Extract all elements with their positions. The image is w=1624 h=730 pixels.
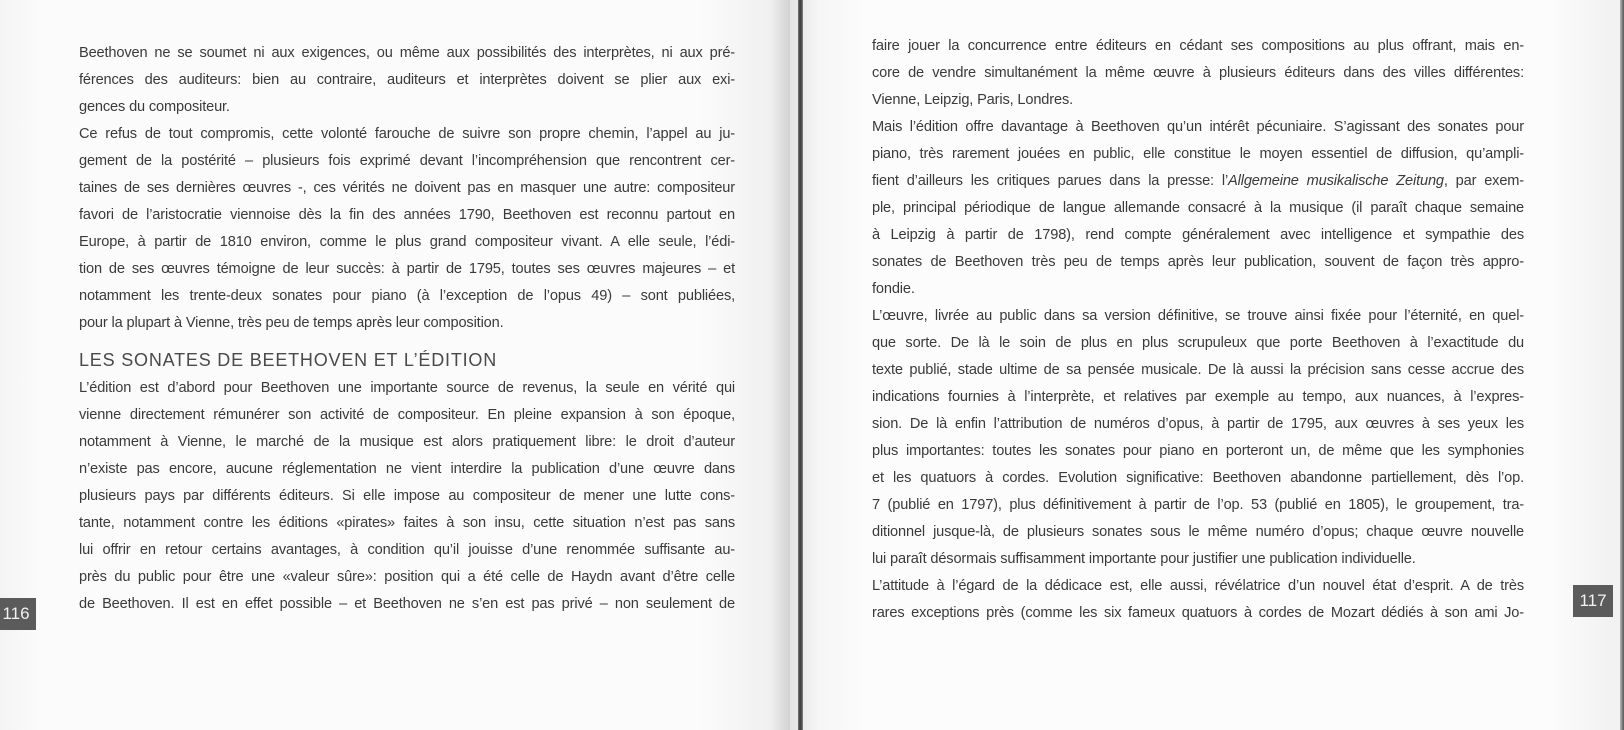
text-line: Beethoven ne se soumet ni aux exigences, ou même aux possibilités des interprètes, ni aux pré- — [79, 45, 735, 61]
text-line: L’attitude à l’égard de la dédicace est, elle aussi, révélatrice d’un nouvel état d’esprit. A de très — [872, 578, 1524, 594]
text-line: n’existe pas encore, aucune réglementation ne vient interdire la publication d’une œuvre dans — [79, 461, 735, 477]
text-line: L’œuvre, livrée au public dans sa version définitive, se trouve ainsi fixée pour l’éternité, en quel- — [872, 308, 1524, 324]
section-heading: LES SONATES DE BEETHOVEN ET L’ÉDITION — [79, 350, 498, 370]
text-line: pour la plupart à Vienne, très peu de temps après leur composition. — [79, 315, 504, 331]
text-line: gences du compositeur. — [79, 99, 230, 115]
page-number-left: 116 — [0, 598, 36, 630]
left-page-body — [79, 40, 735, 618]
right-page-body — [872, 33, 1524, 627]
text-line: fondie. — [872, 281, 915, 297]
page-number-right: 117 — [1573, 585, 1613, 617]
text-line: sion. De là enfin l’attribution de numéros d’opus, à partir de 1795, aux œuvres à ses yeux les — [872, 416, 1524, 432]
text-line: ditionnel jusque-là, de plusieurs sonates sous le même numéro d’opus; chaque œuvre nouvelle — [872, 524, 1524, 540]
book-spine — [798, 0, 803, 730]
text-line: que sorte. De là le soin de plus en plus scrupuleux que porte Beethoven à l’exactitude du — [872, 335, 1524, 351]
text-line: faire jouer la concurrence entre éditeurs en cédant ses compositions au plus offrant, mais en- — [872, 38, 1524, 54]
text-line-with-italic — [872, 168, 1524, 195]
text-line: piano, très rarement jouées en public, elle constitue le moyen essentiel de diffusion, qu’ampli- — [872, 146, 1524, 162]
text-line: indications fournies à l’interprète, et relatives par exemple au tempo, aux nuances, à l’expres- — [872, 389, 1524, 405]
text-line: tante, notamment contre les éditions «pirates» faites à son insu, cette situation n’est pas sans — [79, 515, 735, 531]
text-line: Mais l’édition offre davantage à Beethoven qu’un intérêt pécuniaire. S’agissant des sonates pour — [872, 119, 1524, 135]
text-line: notamment les trente-deux sonates pour piano (à l’exception de l’opus 49) – sont publiées, — [79, 288, 735, 304]
text-line: lui offrir en retour certains avantages, à condition qu’il jouisse d’une renommée suffisante au- — [79, 542, 735, 558]
text-line: de Beethoven. Il est en effet possible – et Beethoven ne s’en est pas privé – non seulement de — [79, 596, 735, 612]
text-line: 7 (publié en 1797), plus définitivement à partir de l’op. 53 (publié en 1805), le groupement, tra- — [872, 497, 1524, 513]
right-page-edge — [1620, 0, 1624, 730]
text-fragment: , par exem- — [1443, 173, 1525, 189]
text-line: notamment à Vienne, le marché de la musique est alors pratiquement libre: le droit d’auteur — [79, 434, 735, 450]
text-line: vienne directement rémunérer son activité de compositeur. En pleine expansion à son époque, — [79, 407, 735, 423]
text-line: rares exceptions près (comme les six fameux quatuors à cordes de Mozart dédiés à son ami Jo- — [872, 605, 1524, 621]
text-line: sonates de Beethoven très peu de temps après leur publication, souvent de façon très appro- — [872, 254, 1524, 270]
text-line: Europe, à partir de 1810 environ, comme le plus grand compositeur vivant. A elle seule, l’édi- — [79, 234, 735, 250]
text-line: Vienne, Leipzig, Paris, Londres. — [872, 92, 1073, 108]
text-line: tion de ses œuvres témoigne de leur succès: à partir de 1795, toutes ses œuvres majeures – et — [79, 261, 735, 277]
text-line: favori de l’aristocratie viennoise dès la fin des années 1790, Beethoven est reconnu partout en — [79, 207, 735, 223]
periodical-title: Allgemeine musikalische Zeitung — [1228, 173, 1444, 189]
text-line: et les quatuors à cordes. Evolution significative: Beethoven abandonne partiellement, dès l’op. — [872, 470, 1524, 486]
text-line: ple, principal périodique de langue allemande consacré à la musique (il paraît chaque semaine — [872, 200, 1524, 216]
text-line: taines de ses dernières œuvres -, ces vérités ne doivent pas en masquer une autre: compositeur — [79, 180, 735, 196]
text-line: plus importantes: toutes les sonates pour piano en porteront un, de même que les symphonies — [872, 443, 1524, 459]
text-fragment: fient d’ailleurs les critiques parues dans la presse: l’ — [872, 173, 1229, 189]
text-line: lui paraît désormais suffisamment importante pour justifier une publication individuelle. — [872, 551, 1416, 567]
text-line: core de vendre simultanément la même œuvre à plusieurs éditeurs dans des villes différentes: — [872, 65, 1524, 81]
text-line: à Leipzig à partir de 1798), rend compte généralement avec intelligence et sympathie des — [872, 227, 1524, 243]
text-line: L’édition est d’abord pour Beethoven une importante source de revenus, la seule en vérité qui — [79, 380, 735, 396]
text-line: près du public pour être une «valeur sûre»: position qui a été celle de Haydn avant d’être celle — [79, 569, 735, 585]
text-line: texte publié, stade ultime de sa pensée musicale. De là aussi la précision sans cesse accrue des — [872, 362, 1524, 378]
text-line: gement de la postérité – plusieurs fois exprimé devant l’incompréhension que rencontrent cer- — [79, 153, 735, 169]
text-line: férences des auditeurs: bien au contraire, auditeurs et interprètes doivent se plier aux exi- — [79, 72, 735, 88]
text-line: Ce refus de tout compromis, cette volonté farouche de suivre son propre chemin, l’appel au ju- — [79, 126, 735, 142]
text-line: plusieurs pays par différents éditeurs. Si elle impose au compositeur de mener une lutte cons- — [79, 488, 735, 504]
